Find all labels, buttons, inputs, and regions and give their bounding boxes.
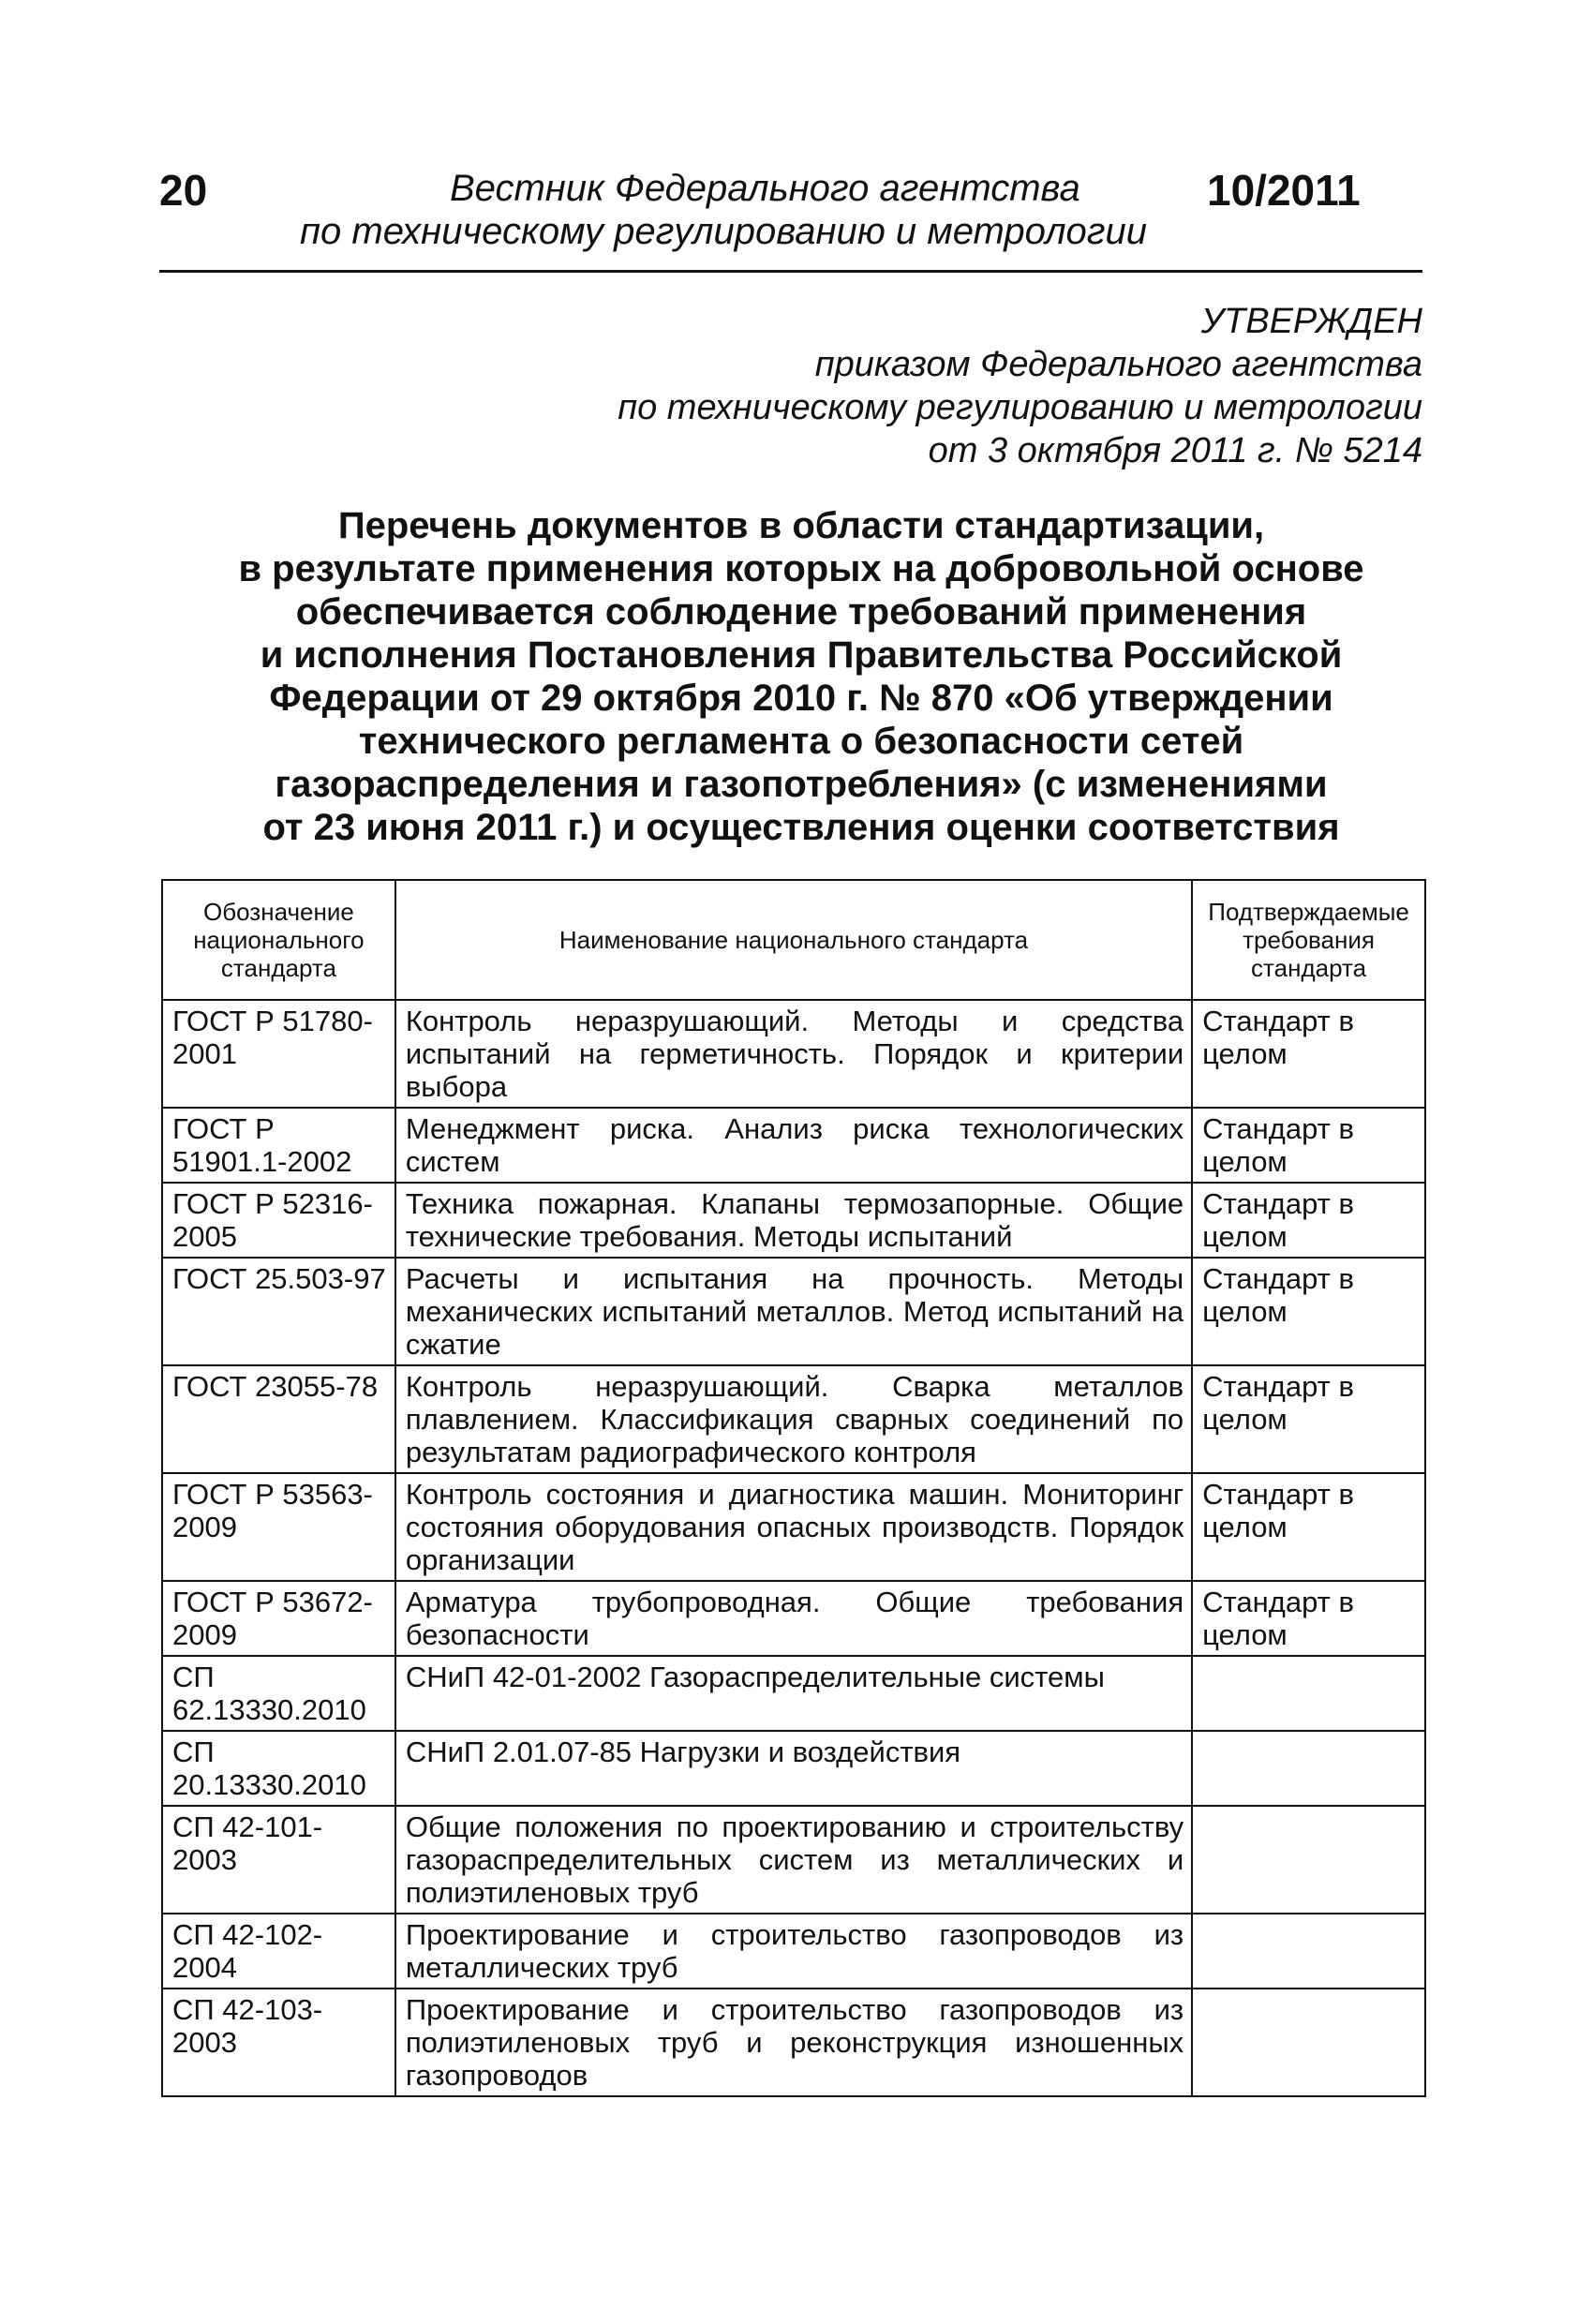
cell-name: Контроль неразрушающий. Сварка металлов плавлением. Классификация сварных соединений по результатам радиографического контроля <box>395 1365 1192 1473</box>
title-line: от 23 июня 2011 г.) и осуществления оценки соответствия <box>262 807 1340 848</box>
cell-requirements: Стандарт в целом <box>1192 1365 1425 1473</box>
table-row <box>162 1365 1425 1473</box>
title-line: Перечень документов в области стандартизации, <box>337 505 1265 546</box>
cell-code: ГОСТ 25.503-97 <box>162 1258 395 1365</box>
title-line: Федерации от 29 октября 2010 г. № 870 «Об утверждении <box>269 678 1333 719</box>
cell-code: СП 20.13330.2010 <box>162 1731 395 1806</box>
cell-code: СП 42-103-2003 <box>162 1989 395 2096</box>
table-row <box>162 1989 1425 2096</box>
cell-requirements: Стандарт в целом <box>1192 1258 1425 1365</box>
cell-name: Проектирование и строительство газопроводов из металлических труб <box>395 1914 1192 1989</box>
cell-requirements <box>1192 1914 1425 1989</box>
approval-block <box>579 300 1422 472</box>
cell-code: ГОСТ Р 51780-2001 <box>162 1000 395 1108</box>
cell-requirements: Стандарт в целом <box>1192 1108 1425 1183</box>
cell-code: СП 42-102-2004 <box>162 1914 395 1989</box>
document-title <box>178 504 1424 849</box>
header-requirements: Подтверждаемые требования стандарта <box>1192 880 1425 1000</box>
approval-line3: по техническому регулированию и метрологии <box>618 388 1422 427</box>
journal-title <box>300 167 1256 253</box>
title-line: технического регламента о безопасности сетей <box>358 721 1244 762</box>
table-row <box>162 1731 1425 1806</box>
cell-requirements <box>1192 1989 1425 2096</box>
standards-table <box>161 879 1426 2097</box>
header-code: Обозначение национального стандарта <box>162 880 395 1000</box>
cell-name: Проектирование и строительство газопроводов из полиэтиленовых труб и реконструкция изношенных газопроводов <box>395 1989 1192 2096</box>
cell-name: Арматура трубопроводная. Общие требования безопасности <box>395 1581 1192 1656</box>
cell-name: Контроль неразрушающий. Методы и средства испытаний на герметичность. Порядок и критерии выбора <box>395 1000 1192 1108</box>
table-header-row <box>162 880 1425 1000</box>
cell-code: ГОСТ Р 53563-2009 <box>162 1473 395 1581</box>
table-row <box>162 1000 1425 1108</box>
cell-code: ГОСТ Р 53672-2009 <box>162 1581 395 1656</box>
cell-name: Расчеты и испытания на прочность. Методы механических испытаний металлов. Метод испытаний на сжатие <box>395 1258 1192 1365</box>
cell-requirements: Стандарт в целом <box>1192 1473 1425 1581</box>
cell-requirements: Стандарт в целом <box>1192 1581 1425 1656</box>
header-name: Наименование национального стандарта <box>395 880 1192 1000</box>
journal-title-line1: Вестник Федерального агентства <box>450 168 1080 209</box>
cell-name: Менеджмент риска. Анализ риска технологических систем <box>395 1108 1192 1183</box>
table-row <box>162 1183 1425 1258</box>
title-line: и исполнения Постановления Правительства Российской <box>260 634 1343 676</box>
approval-line2: приказом Федерального агентства <box>814 345 1422 384</box>
approval-line4: от 3 октября 2011 г. № 5214 <box>928 431 1422 470</box>
cell-code: ГОСТ 23055-78 <box>162 1365 395 1473</box>
table-row <box>162 1473 1425 1581</box>
page-number: 20 <box>159 166 208 215</box>
table-row <box>162 1806 1425 1914</box>
table-row <box>162 1914 1425 1989</box>
table-row <box>162 1581 1425 1656</box>
cell-requirements <box>1192 1806 1425 1914</box>
cell-code: ГОСТ Р 52316-2005 <box>162 1183 395 1258</box>
cell-requirements: Стандарт в целом <box>1192 1183 1425 1258</box>
journal-title-line2: по техническому регулированию и метрологии <box>300 211 1148 252</box>
cell-code: ГОСТ Р 51901.1-2002 <box>162 1108 395 1183</box>
title-line: в результате применения которых на добровольной основе <box>238 548 1364 589</box>
table-row <box>162 1258 1425 1365</box>
table-row <box>162 1108 1425 1183</box>
cell-name: СНиП 2.01.07-85 Нагрузки и воздействия <box>395 1731 1192 1806</box>
cell-requirements <box>1192 1656 1425 1731</box>
cell-requirements: Стандарт в целом <box>1192 1000 1425 1108</box>
issue-number: 10/2011 <box>1207 166 1361 215</box>
header-divider <box>159 270 1422 273</box>
table-row <box>162 1656 1425 1731</box>
cell-name: Техника пожарная. Клапаны термозапорные. Общие технические требования. Методы испытаний <box>395 1183 1192 1258</box>
cell-code: СП 62.13330.2010 <box>162 1656 395 1731</box>
cell-name: Общие положения по проектированию и строительству газораспределительных систем из металлических и полиэтиленовых труб <box>395 1806 1192 1914</box>
cell-code: СП 42-101-2003 <box>162 1806 395 1914</box>
title-line: обеспечивается соблюдение требований применения <box>295 591 1307 633</box>
cell-requirements <box>1192 1731 1425 1806</box>
cell-name: СНиП 42-01-2002 Газораспределительные системы <box>395 1656 1192 1731</box>
title-line: газораспределения и газопотребления» (с изменениями <box>275 764 1328 805</box>
cell-name: Контроль состояния и диагностика машин. Мониторинг состояния оборудования опасных производств. Порядок организации <box>395 1473 1192 1581</box>
approval-line1: УТВЕРЖДЕН <box>1200 302 1422 341</box>
